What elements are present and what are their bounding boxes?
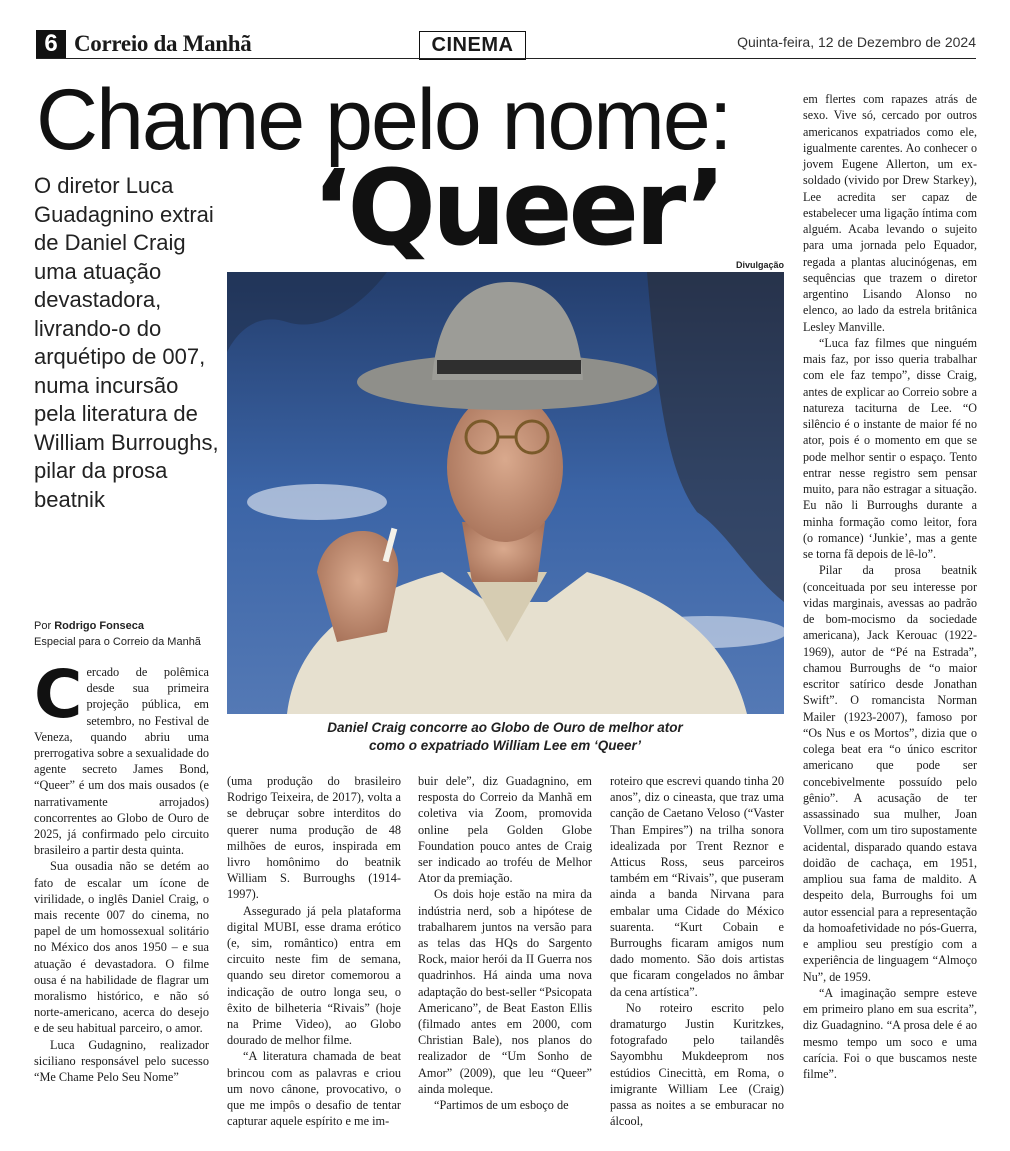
paragraph: roteiro que escrevi quando tinha 20 anos”, diz o cineasta, que traz uma canção de Caetano Veloso (“Vaster Than Empires”) na trilha sonora idealizada por Trent Reznor e Atticus Ross, seus parceiros também em “Rivais”, que puseram ainda a banda Nirvana para embalar uma Cidade do México suarenta. “Kurt Cobain e Burroughs ficaram amigos num dado momento. São dois artistas que ficaram congelados no âmbar da cena artística”. (610, 774, 784, 999)
caption-line-2: como o expatriado William Lee em ‘Queer’ (369, 738, 641, 753)
byline-author: Rodrigo Fonseca (54, 620, 145, 632)
headline-line-2: ‘Queer’ (312, 147, 723, 269)
paragraph: No roteiro escrito pelo dramaturgo Justin Kuritzkes, fotografado pelo tailandês Sayombhu Mukdeeprom nos estúdios Cinecittà, em Roma, o imigrante William Lee (Craig) passa as noites a se emburacar no álcool, (610, 1000, 784, 1129)
article-deck: O diretor Luca Guadagnino extrai de Daniel Craig uma atuação devastadora, livrando-o do arquétipo de 007, numa incursão pela literatura de William Burroughs, pilar da prosa beatnik (34, 173, 219, 512)
paragraph: Luca Gudagnino, realizador siciliano responsável pelo sucesso “Me Chame Pelo Seu Nome” (34, 1037, 209, 1085)
article-photo (227, 272, 784, 714)
article-column-4 (610, 773, 784, 1129)
paragraph: Os dois hoje estão na mira da indústria nerd, sob a hipótese de trabalharem juntos na versão para as telas das HQs do Sargento Rock, maior herói da II Guerra nos quadrinhos. Há ainda uma nova adaptação do best-seller “Psicopata Americano”, de Beat Easton Ellis (filmado antes em 2000, com Christian Bale), nos planos do realizador de “Um Sonho de Amor” (2009), que leu “Queer” ainda moleque. (418, 887, 592, 1096)
issue-date: Quinta-feira, 12 de Dezembro de 2024 (737, 34, 976, 50)
paragraph: “A literatura chamada de beat brincou com as palavras e criou um novo cânone, provocativo, o que me impôs o desafio de tentar capturar aquele espírito e me im- (227, 1049, 401, 1129)
caption-line-1: Daniel Craig concorre ao Globo de Ouro de melhor ator (327, 720, 683, 735)
photo-illustration (227, 272, 784, 714)
byline-role: Especial para o Correio da Manhã (34, 636, 201, 648)
article-column-5 (803, 91, 977, 1082)
header-divider (36, 58, 976, 59)
headline-line-1: Chame pelo nome: (36, 72, 731, 168)
paragraph: (uma produção do brasileiro Rodrigo Teixeira, de 2017), volta a se debruçar sobre interditos do querer numa produção de 48 milhões de euros, inspirada em livro homônimo do beatnik William S. Burroughs (1914-1997). (227, 774, 401, 902)
paragraph: “Partimos de um esboço de (434, 1098, 569, 1113)
article-column-2 (227, 773, 401, 1129)
byline (34, 618, 220, 650)
paragraph: Sua ousadia não se detém ao fato de escalar um ícone de virilidade, o inglês Daniel Craig, o mais recente 007 do cinema, no papel de um homossexual solitário no México dos anos 1950 – e sua atuação é devastadora. O filme ousa é na habilidade de flagrar um moralismo histórico, e não só norte-americano, acerca do desejo e de seu habitual parceiro, o amor. (34, 859, 209, 1036)
newspaper-masthead: Correio da Manhã (74, 31, 252, 56)
paragraph: Pilar da prosa beatnik (conceituada por seu interesse por vidas marginais, avessas ao padrão de bom-mocismo da sociedade americana), Jack Kerouac (1922-1969), autor de “Pé na Estrada”, chamou Burroughs de “o maior escritor satírico desde Jonathan Swift”. O romancista Norman Mailer (1923-2007), famoso por “Os Nus e os Mortos”, dizia que o colega beat era “o único escritor americano que pode ser concebivelmente possuído pelo gênio”. A acusação de ter assassinado sua mulher, Joan Vollmer, com um tiro supostamente acidental, disparado quando estava doidão de cachaça, em 1951, ampliou sua fama de maldito. A despeito dela, Burroughs foi um autor essencial para a representação da homoafetividade no pós-Guerra, e ampliou seu prestígio com a experiência de linguagem “Almoço Nu”, de 1959. (803, 563, 977, 984)
drop-cap: C (34, 656, 83, 733)
paragraph: Assegurado já pela plataforma digital MUBI, esse drama erótico (e, sim, romântico) entra em circuito neste fim de semana, quando seu diretor comemorou a indicação de outro longa seu, o êxito de bilheteria “Rivais” (hoje na Prime Video), ao Globo dourado de melhor filme. (227, 903, 401, 1048)
page-number: 6 (36, 30, 66, 58)
article-column-1 (34, 656, 209, 1085)
paragraph (34, 656, 209, 858)
article-column-3 (418, 773, 592, 1113)
paragraph: buir dele”, diz Guadagnino, em resposta do Correio da Manhã em coletiva via Zoom, promovida online pela Golden Globe Foundation pouco antes de Craig ser indicado ao troféu de Melhor Ator da premiação. (418, 774, 592, 886)
paragraph: “A imaginação sempre esteve em primeiro plano em sua escrita”, diz Guadagnino. “A prosa dele é ao mesmo tempo um soco e uma carícia. Foi o que buscamos neste filme”. (803, 985, 977, 1081)
section-label: CINEMA (419, 31, 526, 60)
byline-prefix: Por (34, 620, 52, 632)
paragraph: em flertes com rapazes atrás de sexo. Vive só, cercado por outros americanos expatriados como ele, igualmente carentes. Ao conhecer o jovem Eugene Allerton, um ex-soldado (vivido por Drew Starkey), Lee acredita ser capaz de estabelecer uma ligação íntima com alguém. Acaba levando o sujeito para uma jornada pelo Equador, regada a plantas alucinógenas, em sequências que trazem o diretor argentino Lisando Alonso no elenco, ao lado da estrela britânica Lesley Manville. (803, 92, 977, 334)
photo-caption (240, 719, 770, 755)
paragraph: “Luca faz filmes que ninguém mais faz, por isso queria trabalhar com ele faz tempo”, disse Craig, antes de explicar ao Correio sobre a natureza taciturna de Lee. “O silêncio é o instante de maior fé no ator, pois é o momento em que se pode melhor sentir o espaço. Tento entrar nesse registro sem pensar muito, para não estragar a situação. Eu não li Burroughs durante a minha formação como leitor, fora (o romance) ‘Junkie’, mas a gente se torna fã depois de lê-lo”. (803, 335, 977, 561)
photo-credit: Divulgação (735, 260, 784, 270)
paragraph-text: ercado de polêmica desde sua primeira projeção pública, em setembro, no Festival de Veneza, quando abriu uma prerrogativa sobre a sexualidade do agente secreto James Bond, “Queer” é um dos mais ousados (e narrativamente arrojados) concorrentes ao Globo de Ouro de 2025, já confirmado pelo circuito brasileiro a partir desta quinta. (34, 665, 209, 858)
